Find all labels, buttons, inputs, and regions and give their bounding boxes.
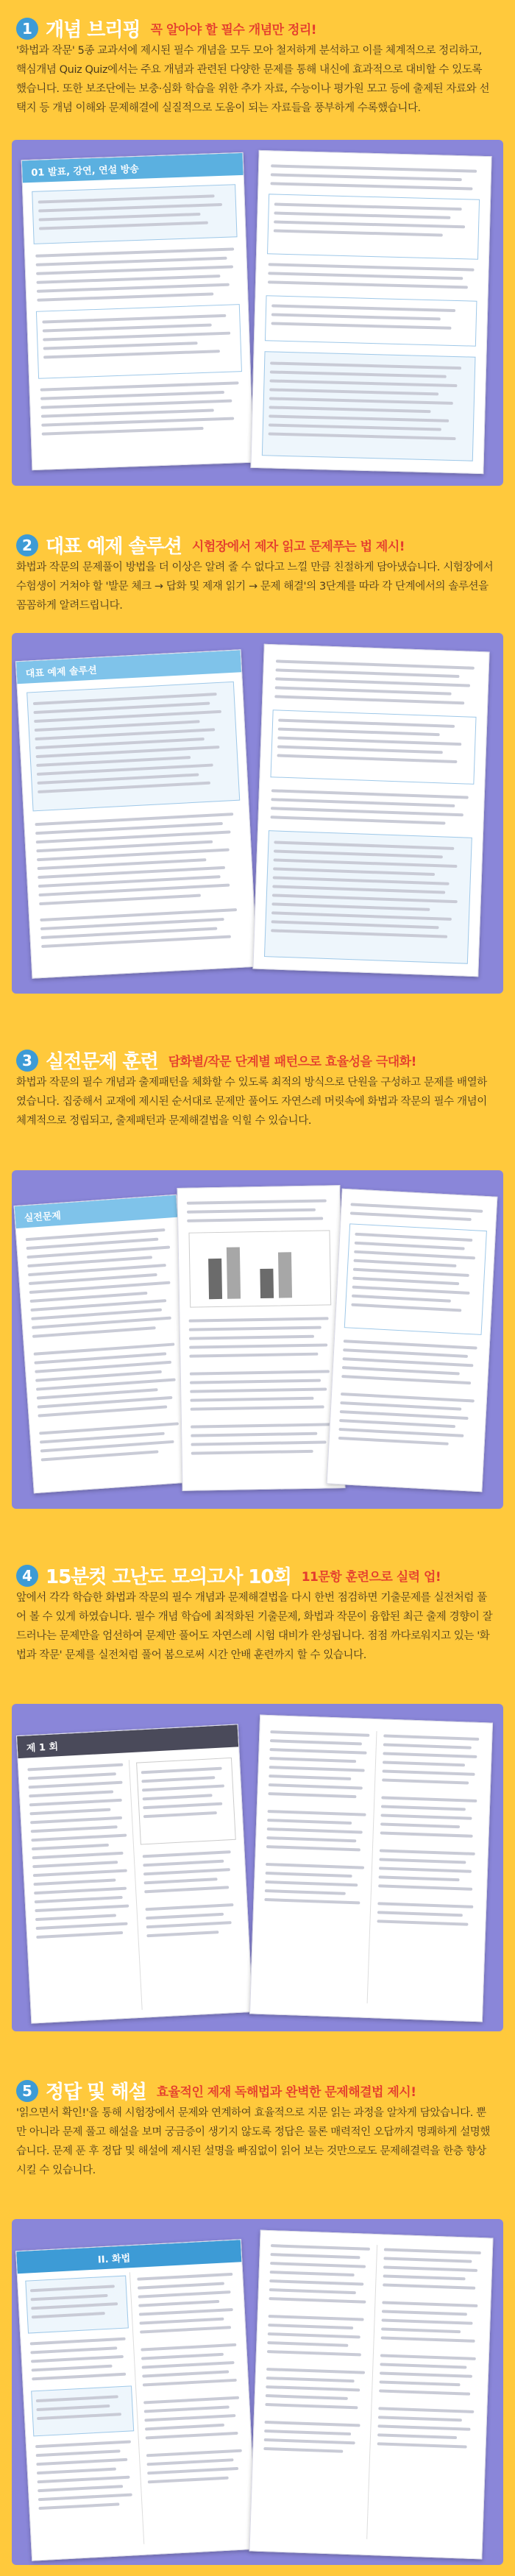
textbook-page-left: [15, 649, 258, 978]
section-tagline: 11문항 훈련으로 실력 업!: [301, 1570, 441, 1585]
section-tagline: 담화별/작문 단계별 패턴으로 효율성을 극대화!: [168, 1055, 416, 1069]
section-example-solution: [0, 515, 515, 1030]
bar-chart-figure: [188, 1230, 331, 1307]
preview-panel: [12, 633, 503, 994]
section-concept-briefing: [0, 0, 515, 515]
section-tagline: 꼭 알아야 할 필수 개념만 정리!: [150, 23, 317, 38]
section-title: 대표 예제 솔루션: [46, 536, 182, 558]
page-header-title: 01 발표, 강연, 연설 방송: [31, 163, 140, 179]
section-number: 5: [16, 2080, 38, 2102]
section-description: 앞에서 각각 학습한 화법과 작문의 필수 개념과 문제해결법을 다시 한번 점검하면 기출문제를 실전처럼 풀어 볼 수 있게 하였습니다. 필수 개념 학습에 최적화된 기출문제, 화법과 작문이 융합된 최근 출제 경향이 잘 드러나는 문제만을 엄선하여 문제만 풀어도 자연스레 시험 대비가 완성됩니다. 점점 까다로워지고 있는 '화법과 작문' 문제를 실전처럼 풀어 봄으로써 시간 안배 훈련까지 할 수 있습니다.: [16, 1592, 493, 1661]
section-heading: [16, 2077, 416, 2104]
section-title: 개념 브리핑: [46, 19, 141, 41]
section-practice-training: [0, 1030, 515, 1546]
section-number: 2: [16, 534, 38, 556]
section-heading: [16, 15, 316, 42]
section-description: '읽으면서 확인!'을 통해 시험장에서 문제와 연계하여 효율적으로 지문 읽는 과정을 알차게 담았습니다. 뿐만 아니라 문제 풀고 해설을 보며 궁금증이 생기지 않도록 정답은 물론 매력적인 오답까지 명쾌하게 설명했습니다. 문제 푼 후 정답 및 해설에 제시된 설명을 빠짐없이 읽어 보는 것만으로도 문제해결력을 한층 향상시킬 수 있습니다.: [16, 2107, 491, 2176]
section-description: 화법과 작문의 필수 개념과 출제패턴을 체화할 수 있도록 최적의 방식으로 단원을 구성하고 문제를 배열하였습니다. 집중해서 교재에 제시된 순서대로 문제만 풀어도 자연스레 머릿속에 화법과 작문의 필수 개념이 체계적으로 정립되고, 출제패턴과 문제해결법을 익힐 수 있습니다.: [16, 1077, 487, 1127]
preview-panel: [12, 1170, 503, 1509]
textbook-page-right: [250, 150, 491, 474]
preview-panel: [12, 1704, 503, 2031]
exam-page-right: [249, 1715, 493, 2023]
section-title: 15분컷 고난도 모의고사 10회: [46, 1566, 291, 1588]
page-header-title: 실전문제: [24, 1210, 62, 1225]
exam-page-left: [16, 1724, 253, 2023]
page-header-title: 제 1 회: [26, 1741, 59, 1755]
section-title: 정답 및 해설: [46, 2081, 146, 2103]
section-title: 실전문제 훈련: [46, 1051, 158, 1073]
textbook-page-left: [14, 1195, 197, 1494]
section-tagline: 시험장에서 제자 읽고 문제푸는 법 제시!: [191, 539, 405, 554]
textbook-page-left: [21, 152, 255, 470]
preview-panel: [12, 140, 503, 486]
section-heading: [16, 531, 405, 559]
section-number: 3: [16, 1050, 38, 1072]
textbook-page-middle: [177, 1185, 345, 1491]
page-header-title: 대표 예제 솔루션: [25, 665, 98, 680]
section-answers-explanations: [0, 2061, 515, 2576]
section-heading: [16, 1562, 441, 1589]
section-tagline: 효율적인 제재 독해법과 완벽한 문제해결법 제시!: [156, 2085, 416, 2100]
answer-page-right: [249, 2230, 493, 2560]
section-heading: [16, 1047, 416, 1074]
section-number: 4: [16, 1565, 38, 1587]
section-mock-exam: [0, 1546, 515, 2061]
page-header-title: II. 화법: [97, 2253, 131, 2266]
textbook-page-right: [252, 644, 489, 977]
preview-panel: [12, 2219, 503, 2565]
section-description: '화법과 작문' 5종 교과서에 제시된 필수 개념을 모두 모아 철저하게 분석하고 이를 체계적으로 정리하고, 핵심개념 Quiz Quiz에서는 주요 개념과 관련된 다양한 문제를 통해 내신에 효과적으로 대비할 수 있도록 했습니다. 또한 보조단에는 보충·심화 학습을 위한 추가 자료, 수능이나 평가원 모고 등에 출제된 자료와 선택지 등 개념 이해와 문제해결에 실질적으로 도움이 되는 자료들을 풍부하게 수록했습니다.: [16, 45, 490, 114]
section-number: 1: [16, 18, 38, 40]
textbook-page-right: [327, 1189, 498, 1493]
answer-page-left: [15, 2239, 258, 2561]
section-description: 화법과 작문의 문제풀이 방법을 더 이상은 알려 줄 수 없다고 느낄 만큼 친절하게 담아냈습니다. 시험장에서 수험생이 거쳐야 할 '발문 체크 → 답화 및 제재 읽기 → 문제 해결'의 3단계를 따라 각 단계에서의 솔루션을 꼼꼼하게 알려드립니다.: [16, 562, 494, 612]
